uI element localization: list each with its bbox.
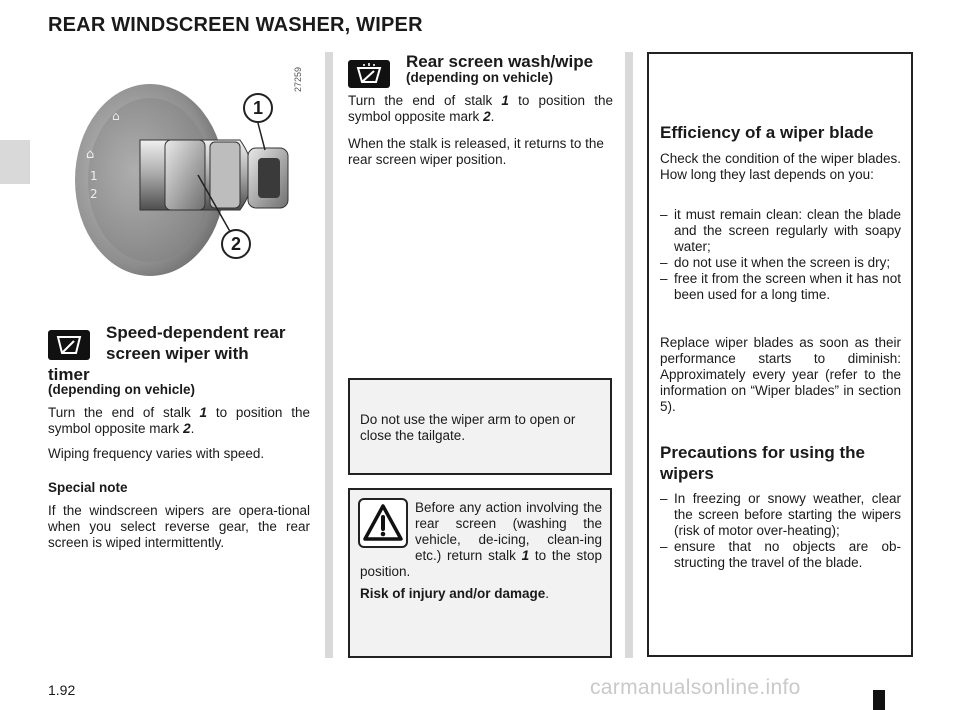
info-box — [647, 52, 913, 657]
stalk-number: 1 — [501, 93, 509, 108]
warning-risk: Risk of injury and/or damage. — [360, 586, 550, 601]
column-divider-left — [325, 52, 333, 658]
svg-text:⌂: ⌂ — [112, 109, 120, 123]
efficiency-heading: Efficiency of a wiper blade — [660, 123, 874, 142]
list-item: – In freezing or snowy weather, clear the screen before starting the wipers (risk of motor over-heating); — [660, 491, 901, 538]
speed-wiper-heading-line2: screen wiper with — [106, 344, 249, 363]
svg-text:⌂: ⌂ — [86, 147, 95, 162]
wash-wipe-subtitle: (depending on vehicle) — [406, 70, 554, 85]
speed-wiper-paragraph-2: Wiping frequency varies with speed. — [48, 446, 265, 461]
speed-wiper-paragraph-1: Turn the end of stalk 1 to position the symbol opposite mark 2. — [48, 405, 311, 436]
list-item: – do not use it when the screen is dry; — [660, 255, 891, 270]
mark-number: 2 — [183, 421, 191, 436]
wash-wipe-paragraph-2: When the stalk is released, it returns to the rear screen wiper position. — [348, 136, 604, 167]
precautions-list — [660, 491, 901, 571]
list-item: – free it from the screen when it has not been used for a long time. — [660, 271, 901, 302]
warning-box — [348, 488, 612, 658]
rear-wash-wipe-icon — [348, 60, 390, 88]
callout-2 — [221, 229, 251, 259]
wash-wipe-paragraph-1: Turn the end of stalk 1 to position the symbol opposite mark 2. — [348, 93, 614, 124]
tailgate-note-text: Do not use the wiper arm to open or close the tailgate. — [360, 412, 576, 443]
replace-text: Replace wiper blades as soon as their performance starts to diminish: Approximately every year (refer to the information on “Wiper blades” in section 5). — [660, 335, 901, 414]
efficiency-intro: Check the condition of the wiper blades. How long they last depends on you: — [660, 151, 901, 182]
special-note-text: If the windscreen wipers are opera-tional when you select reverse gear, the rear screen is wiped intermittently. — [48, 503, 310, 550]
precautions-heading: Precautions for using the wipers — [660, 443, 865, 483]
column-divider-right — [625, 52, 633, 658]
stalk-number: 1 — [521, 548, 530, 563]
svg-text:2: 2 — [90, 187, 98, 201]
efficiency-list — [660, 207, 901, 303]
rear-wiper-icon — [48, 330, 90, 360]
page-number: 1.92 — [48, 682, 76, 698]
callout-2-label: 2 — [230, 234, 241, 254]
page-title: REAR WINDSCREEN WASHER, WIPER — [48, 14, 423, 36]
svg-text:1: 1 — [90, 169, 98, 183]
list-item: – it must remain clean: clean the blade and the screen regularly with soapy water; — [660, 207, 901, 254]
mark-number: 2 — [483, 109, 491, 124]
speed-wiper-heading-line1: Speed-dependent rear — [106, 323, 286, 342]
list-item: – ensure that no objects are ob-structing the travel of the blade. — [660, 539, 901, 570]
page-corner-mark — [873, 690, 885, 710]
chapter-tab — [0, 140, 30, 184]
figure-code: 27259 — [293, 66, 303, 92]
speed-wiper-heading — [106, 322, 316, 364]
callout-1-label: 1 — [252, 98, 263, 118]
speed-wiper-subtitle: (depending on vehicle) — [48, 382, 196, 397]
stalk-number: 1 — [199, 405, 208, 420]
watermark: carmanualsonline.info — [590, 676, 801, 699]
warning-text: Before any action involving the rear screen (washing the vehicle, de-icing, clean-ing etc.) return stalk 1 to the stop position. — [360, 500, 602, 579]
special-note-title: Special note — [48, 480, 128, 495]
speed-wiper-heading-line3: timer — [48, 365, 90, 384]
tailgate-note-box — [348, 378, 612, 475]
wash-wipe-heading: Rear screen wash/wipe — [406, 52, 594, 71]
callout-1 — [243, 93, 273, 123]
